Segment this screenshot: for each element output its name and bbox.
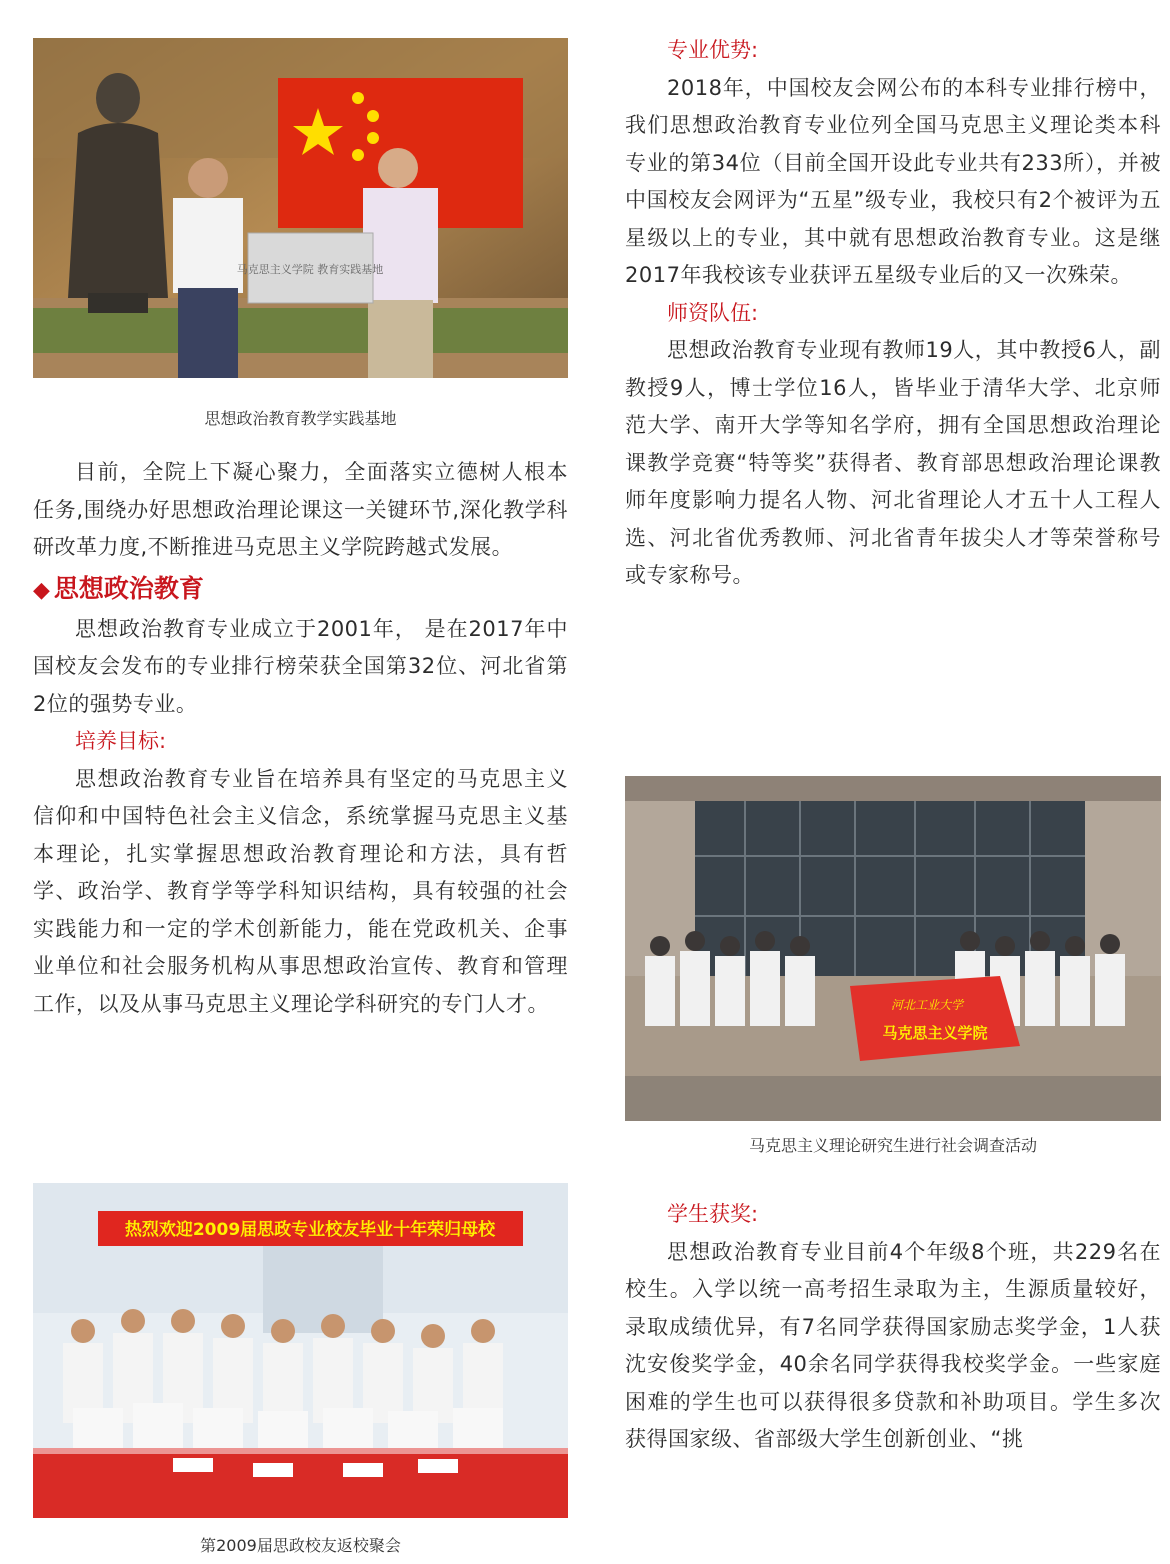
photo-alumni-reunion <box>33 1183 568 1518</box>
faculty-paragraph: 思想政治教育专业现有教师19人，其中教授6人，副教授9人，博士学位16人，皆毕业于清华大学、北京师范大学、南开大学等知名学府，拥有全国思想政治理论课教学竞赛“特等奖”获得者、教育部思想政治理论课教师年度影响力提名人物、河北省理论人才五十人工程人选、河北省优秀教师、河北省青年拔尖人才等荣誉称号或专家称号。 <box>625 338 1161 587</box>
right-column-top <box>625 32 1161 595</box>
photo-social-survey <box>625 776 1161 1121</box>
awards-subheading: 学生获奖: <box>667 1202 759 1226</box>
survey-banner-college: 马克思主义学院 <box>882 1024 988 1042</box>
diamond-icon: ◆ <box>33 577 50 603</box>
awards-paragraph: 思想政治教育专业目前4个年级8个班，共229名在校生。入学以统一高考招生录取为主，生源质量较好，录取成绩优异，有7名同学获得国家励志奖学金，1人获沈安俊奖学金，40余名同学获得我校奖学金。一些家庭困难的学生也可以获得很多贷款和补助项目。学生多次获得国家级、省部级大学生创新创业、“挑 <box>625 1239 1161 1451</box>
goal-subheading: 培养目标: <box>75 729 167 753</box>
left-column <box>33 454 568 1023</box>
survey-banner-school: 河北工业大学 <box>890 998 964 1012</box>
intro-paragraph: 目前，全院上下凝心聚力，全面落实立德树人根本任务,围绕办好思想政治理论课这一关键环节,深化教学科研改革力度,不断推进马克思主义学院跨越式发展。 <box>33 460 568 559</box>
caption-alumni-reunion: 第2009届思政校友返校聚会 <box>200 1536 401 1555</box>
section-heading <box>33 569 568 611</box>
right-column-bottom <box>625 1196 1161 1459</box>
goal-paragraph: 思想政治教育专业旨在培养具有坚定的马克思主义信仰和中国特色社会主义信念，系统掌握马克思主义基本理论，扎实掌握思想政治教育理论和方法，具有哲学、政治学、教育学等学科知识结构，具有较强的社会实践能力和一定的学术创新能力，能在党政机关、企事业单位和社会服务机构从事思想政治宣传、教育和管理工作，以及从事马克思主义理论学科研究的专门人才。 <box>33 766 568 1016</box>
advantage-paragraph: 2018年，中国校友会网公布的本科专业排行榜中，我们思想政治教育专业位列全国马克思主义理论类本科专业的第34位（目前全国开设此专业共有233所），并被中国校友会网评为“五星”级专业，我校只有2个被评为五星级以上的专业，其中就有思想政治教育专业。这是继2017年我校该专业获评五星级专业后的又一次殊荣。 <box>625 75 1161 287</box>
plaque-text: 马克思主义学院 教育实践基地 <box>236 263 384 276</box>
faculty-subheading: 师资队伍: <box>667 300 759 325</box>
advantage-subheading: 专业优势: <box>667 38 759 62</box>
caption-practice-base: 思想政治教育教学实践基地 <box>204 409 397 428</box>
photo-practice-base <box>33 38 568 378</box>
reunion-banner-text: 热烈欢迎2009届思政专业校友毕业十年荣归母校 <box>124 1220 496 1240</box>
section-intro-paragraph: 思想政治教育专业成立于2001年， 是在2017年中国校友会发布的专业排行榜荣获全国第32位、河北省第2位的强势专业。 <box>33 616 568 716</box>
section-title: 思想政治教育 <box>53 573 204 603</box>
caption-social-survey: 马克思主义理论研究生进行社会调查活动 <box>748 1136 1037 1155</box>
